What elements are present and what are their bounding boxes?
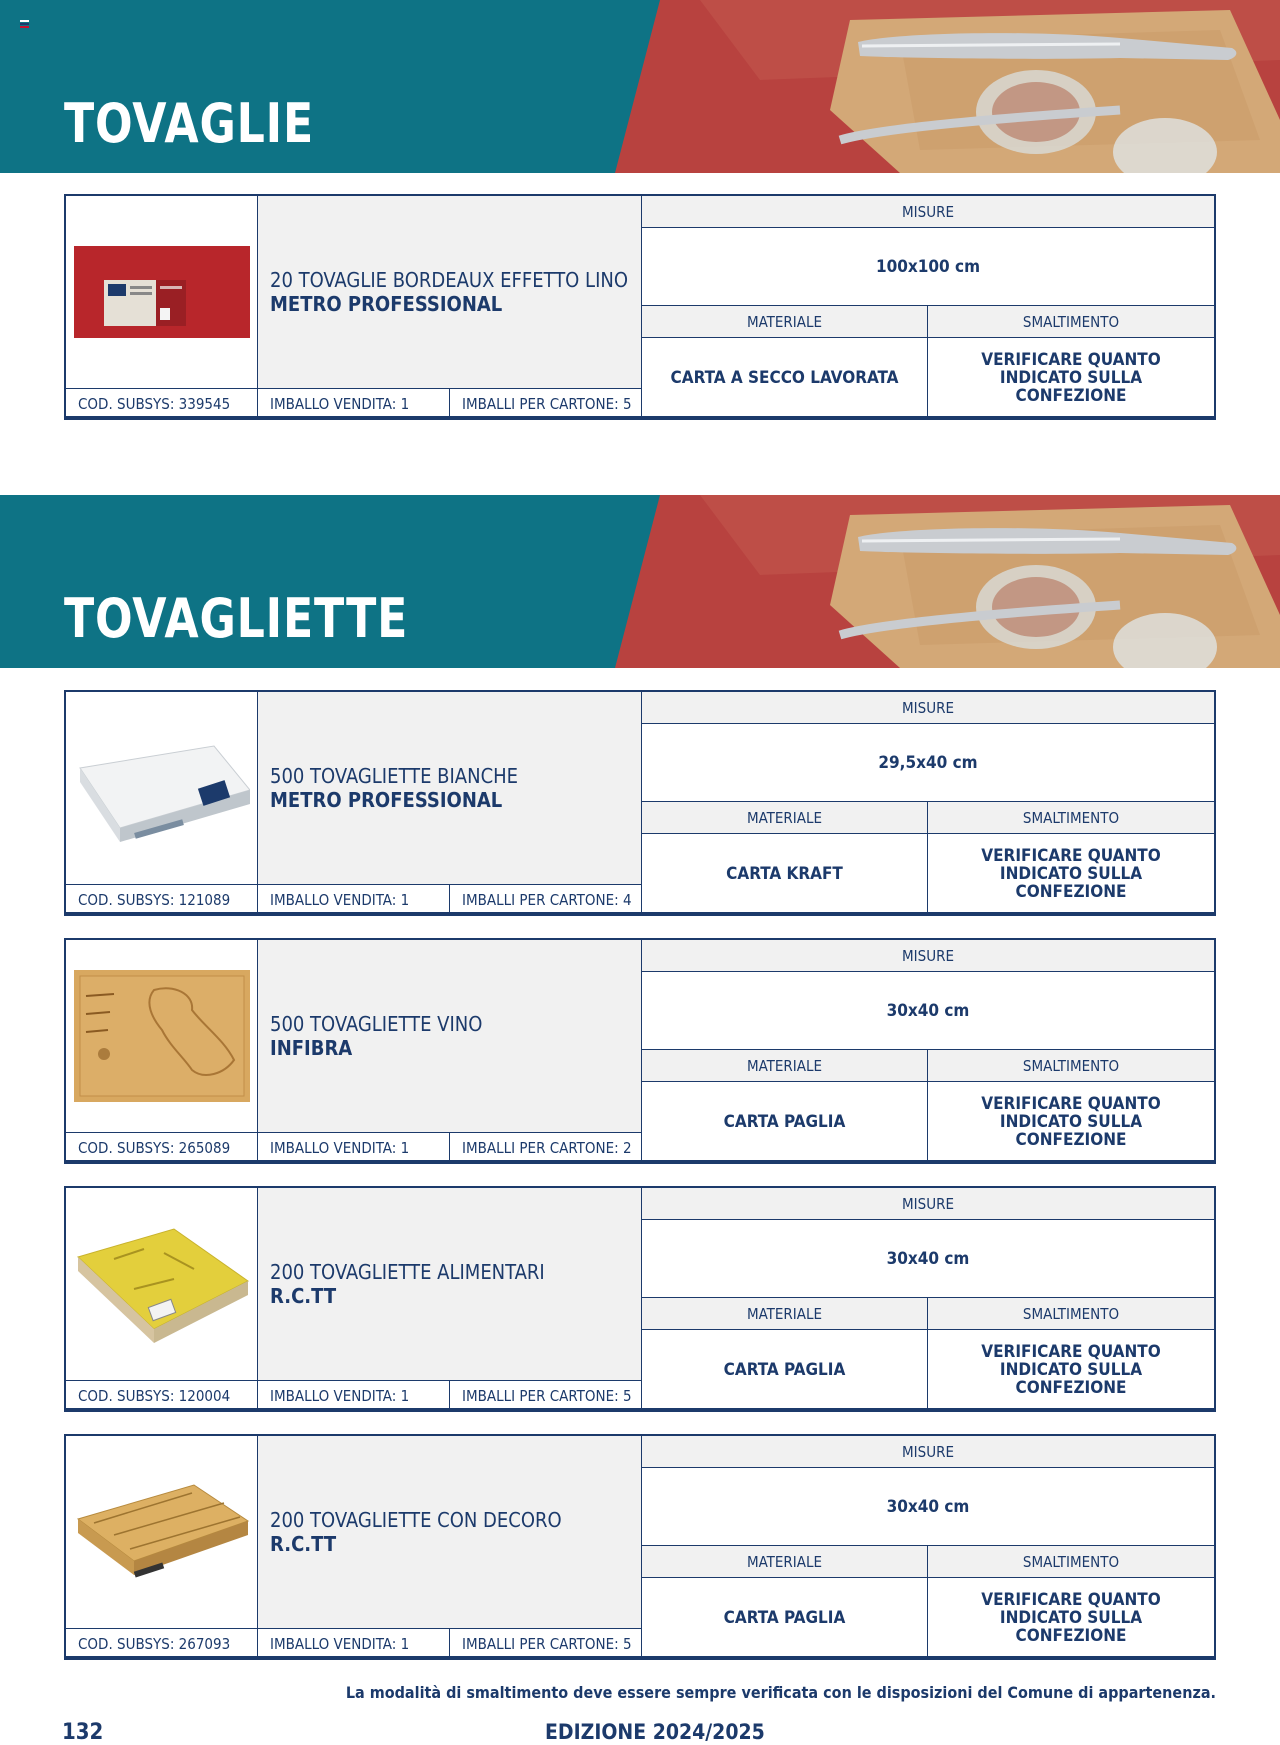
smaltimento-value: VERIFICARE QUANTO INDICATO SULLA CONFEZIONE [981, 349, 1161, 406]
product-image [66, 196, 258, 388]
misure-header: MISURE [642, 196, 1214, 228]
edition-label: EDIZIONE 2024/2025 [545, 1720, 765, 1744]
specs-table [642, 940, 1214, 1162]
smaltimento-value: VERIFICARE QUANTO INDICATO SULLA CONFEZIONE [981, 1341, 1161, 1398]
product-brand: R.C.TT [270, 1532, 337, 1556]
imballo-vendita: IMBALLO VENDITA: 1 [258, 1133, 450, 1162]
disposal-footnote: La modalità di smaltimento deve essere sempre verificata con le disposizioni del Comune di appartenenza. [345, 1683, 1216, 1702]
product-codes-row [66, 1132, 642, 1162]
specs-table [642, 196, 1214, 418]
materiale-header: MATERIALE [642, 1050, 928, 1081]
materiale-value: CARTA PAGLIA [642, 1578, 928, 1657]
specs-table [642, 1188, 1214, 1410]
smaltimento-value: VERIFICARE QUANTO INDICATO SULLA CONFEZIONE [981, 845, 1161, 902]
smaltimento-value: VERIFICARE QUANTO INDICATO SULLA CONFEZIONE [981, 1589, 1161, 1646]
misure-value: 30x40 cm [642, 1468, 1214, 1546]
product-image [66, 1436, 258, 1628]
materiale-value: CARTA A SECCO LAVORATA [642, 338, 928, 417]
imballo-vendita: IMBALLO VENDITA: 1 [258, 389, 450, 418]
smaltimento-header: SMALTIMENTO [1022, 808, 1120, 827]
misure-value: 30x40 cm [642, 972, 1214, 1050]
section-title: TOVAGLIETTE [64, 587, 409, 650]
product-brand: R.C.TT [270, 1284, 337, 1308]
materiale-header: MATERIALE [642, 1546, 928, 1577]
imballi-cartone: IMBALLI PER CARTONE: 4 [450, 885, 642, 914]
misure-header: MISURE [642, 940, 1214, 972]
imballi-cartone: IMBALLI PER CARTONE: 5 [450, 1381, 642, 1410]
misure-header: MISURE [642, 1188, 1214, 1220]
product-codes-row [66, 1380, 642, 1410]
smaltimento-header: SMALTIMENTO [1022, 1304, 1120, 1323]
product-name: 500 TOVAGLIETTE VINO [270, 1012, 483, 1036]
product-image [66, 940, 258, 1132]
product-name: 20 TOVAGLIE BORDEAUX EFFETTO LINO [270, 268, 628, 292]
imballi-cartone: IMBALLI PER CARTONE: 2 [450, 1133, 642, 1162]
banner-tovaglie [0, 0, 1280, 173]
smaltimento-header: SMALTIMENTO [1022, 1552, 1120, 1571]
product-card [64, 194, 1216, 420]
subsys-code: COD. SUBSYS: 120004 [66, 1381, 258, 1410]
subsys-code: COD. SUBSYS: 267093 [66, 1629, 258, 1658]
product-card [64, 938, 1216, 1164]
product-brand: METRO PROFESSIONAL [270, 292, 503, 316]
product-name: 500 TOVAGLIETTE BIANCHE [270, 764, 519, 788]
materiale-value: CARTA PAGLIA [642, 1082, 928, 1161]
product-image [66, 1188, 258, 1380]
materiale-header: MATERIALE [642, 1298, 928, 1329]
imballi-cartone: IMBALLI PER CARTONE: 5 [450, 1629, 642, 1658]
product-card [64, 1434, 1216, 1660]
imballo-vendita: IMBALLO VENDITA: 1 [258, 885, 450, 914]
misure-header: MISURE [642, 1436, 1214, 1468]
misure-value: 29,5x40 cm [642, 724, 1214, 802]
materiale-header: MATERIALE [642, 306, 928, 337]
materiale-header: MATERIALE [642, 802, 928, 833]
section-title: TOVAGLIE [64, 92, 315, 155]
subsys-code: COD. SUBSYS: 339545 [66, 389, 258, 418]
smaltimento-header: SMALTIMENTO [1022, 312, 1120, 331]
product-description [258, 1188, 642, 1380]
smaltimento-header: SMALTIMENTO [1022, 1056, 1120, 1075]
product-description [258, 940, 642, 1132]
product-name: 200 TOVAGLIETTE ALIMENTARI [270, 1260, 545, 1284]
misure-value: 30x40 cm [642, 1220, 1214, 1298]
imballi-cartone: IMBALLI PER CARTONE: 5 [450, 389, 642, 418]
product-card [64, 1186, 1216, 1412]
product-codes-row [66, 884, 642, 914]
product-brand: INFIBRA [270, 1036, 353, 1060]
specs-table [642, 1436, 1214, 1658]
subsys-code: COD. SUBSYS: 265089 [66, 1133, 258, 1162]
product-description [258, 692, 642, 884]
banner-tovagliette [0, 495, 1280, 668]
product-brand: METRO PROFESSIONAL [270, 788, 503, 812]
materiale-value: CARTA KRAFT [642, 834, 928, 913]
product-codes-row [66, 1628, 642, 1658]
flag-icon [20, 20, 29, 27]
misure-header: MISURE [642, 692, 1214, 724]
smaltimento-value: VERIFICARE QUANTO INDICATO SULLA CONFEZIONE [981, 1093, 1161, 1150]
imballo-vendita: IMBALLO VENDITA: 1 [258, 1381, 450, 1410]
product-name: 200 TOVAGLIETTE CON DECORO [270, 1508, 562, 1532]
specs-table [642, 692, 1214, 914]
misure-value: 100x100 cm [642, 228, 1214, 306]
product-card [64, 690, 1216, 916]
imballo-vendita: IMBALLO VENDITA: 1 [258, 1629, 450, 1658]
materiale-value: CARTA PAGLIA [642, 1330, 928, 1409]
product-image [66, 692, 258, 884]
product-codes-row [66, 388, 642, 418]
product-description [258, 1436, 642, 1628]
product-description [258, 196, 642, 388]
page-number: 132 [62, 1720, 104, 1745]
subsys-code: COD. SUBSYS: 121089 [66, 885, 258, 914]
